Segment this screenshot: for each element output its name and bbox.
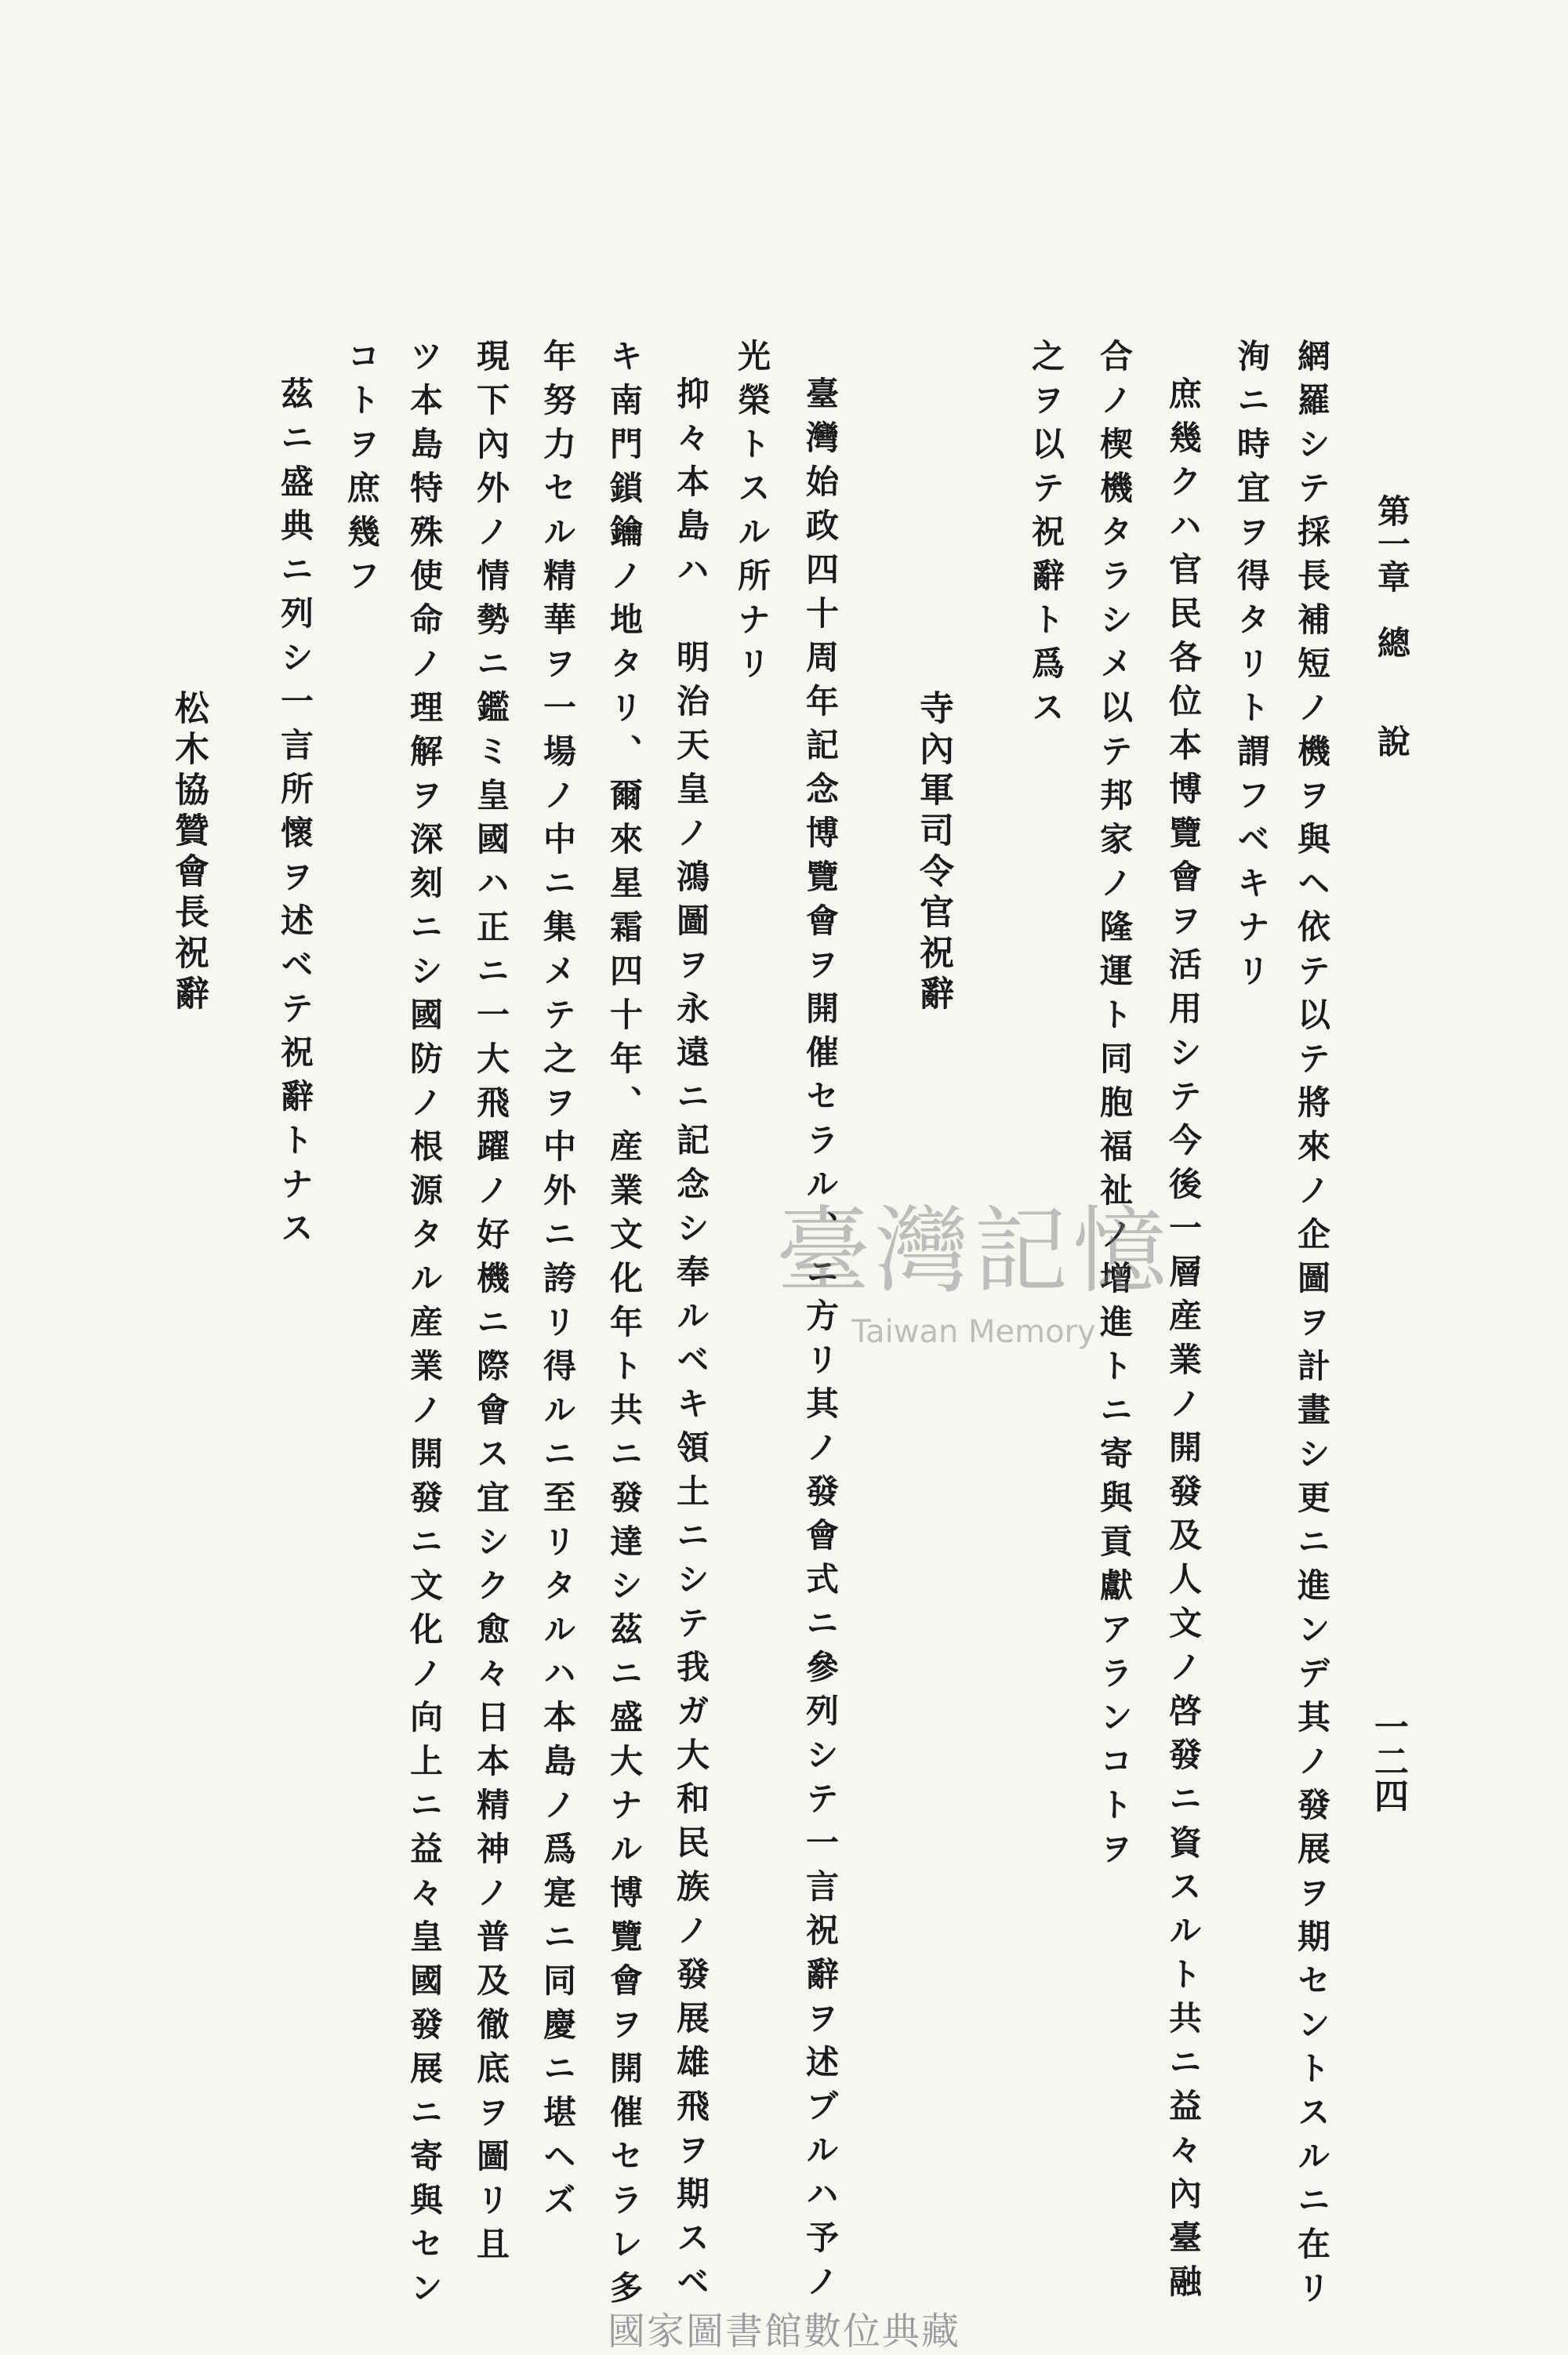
page-number: 一二四 — [1368, 1709, 1408, 1813]
text-column: 現下內外ノ情勢ニ鑑ミ皇國ハ正ニ一大飛躍ノ好機ニ際會ス宜シク愈々日本精神ノ普及徹底ヲ圖リ且 — [472, 339, 510, 2270]
text-column: コトヲ庶幾フ — [343, 339, 381, 602]
text-column: 年努力セル精華ヲ一場ノ中ニ集メテ之ヲ中外ニ誇リ得ルニ至リタルハ本島ノ爲寔ニ同慶ニ堪ヘズ — [539, 339, 577, 2226]
text-column: 之ヲ以テ祝辭ト爲ス — [1027, 339, 1065, 734]
running-title: 第一章 總 說 — [1373, 494, 1411, 757]
text-column: ツ本島特殊使命ノ理解ヲ深刻ニシ國防ノ根源タル産業ノ開發ニ文化ノ向上ニ益々皇國發展ニ寄與セン — [405, 339, 444, 2314]
text-column: 臺灣始政四十周年記念博覽會ヲ開催セラル、ニ方リ其ノ發會式ニ參列シテ一言祝辭ヲ述ブルハ予ノ — [801, 376, 840, 2308]
footer-collection-label: 國家圖書館數位典藏 — [607, 2310, 960, 2353]
text-column: 抑々本島ハ 明治天皇ノ鴻圖ヲ永遠ニ記念シ奉ルベキ領土ニシテ我ガ大和民族ノ發展雄飛ヲ期スベ — [672, 376, 710, 2308]
text-column: 合ノ楔機タラシメ以テ邦家ノ隆運ト同胞福祉ノ增進トニ寄與貢獻アランコトヲ — [1095, 339, 1134, 1875]
watermark-subtitle: Taiwan Memory — [851, 1314, 1096, 1350]
text-column: 網羅シテ採長補短ノ機ヲ與ヘ依テ以テ將來ノ企圖ヲ計畫シ更ニ進ンデ其ノ發展ヲ期セントスルニ在リ — [1293, 339, 1331, 2314]
text-column: 光榮トスル所ナリ — [733, 339, 771, 690]
watermark-logo: 臺灣記憶 — [776, 1197, 1171, 1306]
text-column: 洵ニ時宜ヲ得タリト謂フベキナリ — [1232, 339, 1271, 997]
section-heading-matsuki: 松木協贊會長祝辭 — [169, 690, 209, 1016]
text-column: 茲ニ盛典ニ列シ一言所懷ヲ述ベテ祝辭トナス — [276, 376, 314, 1254]
section-heading-terauchi: 寺內軍司令官祝辭 — [913, 690, 953, 1016]
text-column: 庶幾クハ官民各位本博覽會ヲ活用シテ今後一層産業ノ開發及人文ノ啓發ニ資スルト共ニ益々內臺融 — [1164, 376, 1203, 2308]
text-column: キ南門鎖鑰ノ地タリ、爾來星霜四十年、産業文化年ト共ニ發達シ茲ニ盛大ナル博覽會ヲ開催セラレ多 — [605, 339, 644, 2314]
